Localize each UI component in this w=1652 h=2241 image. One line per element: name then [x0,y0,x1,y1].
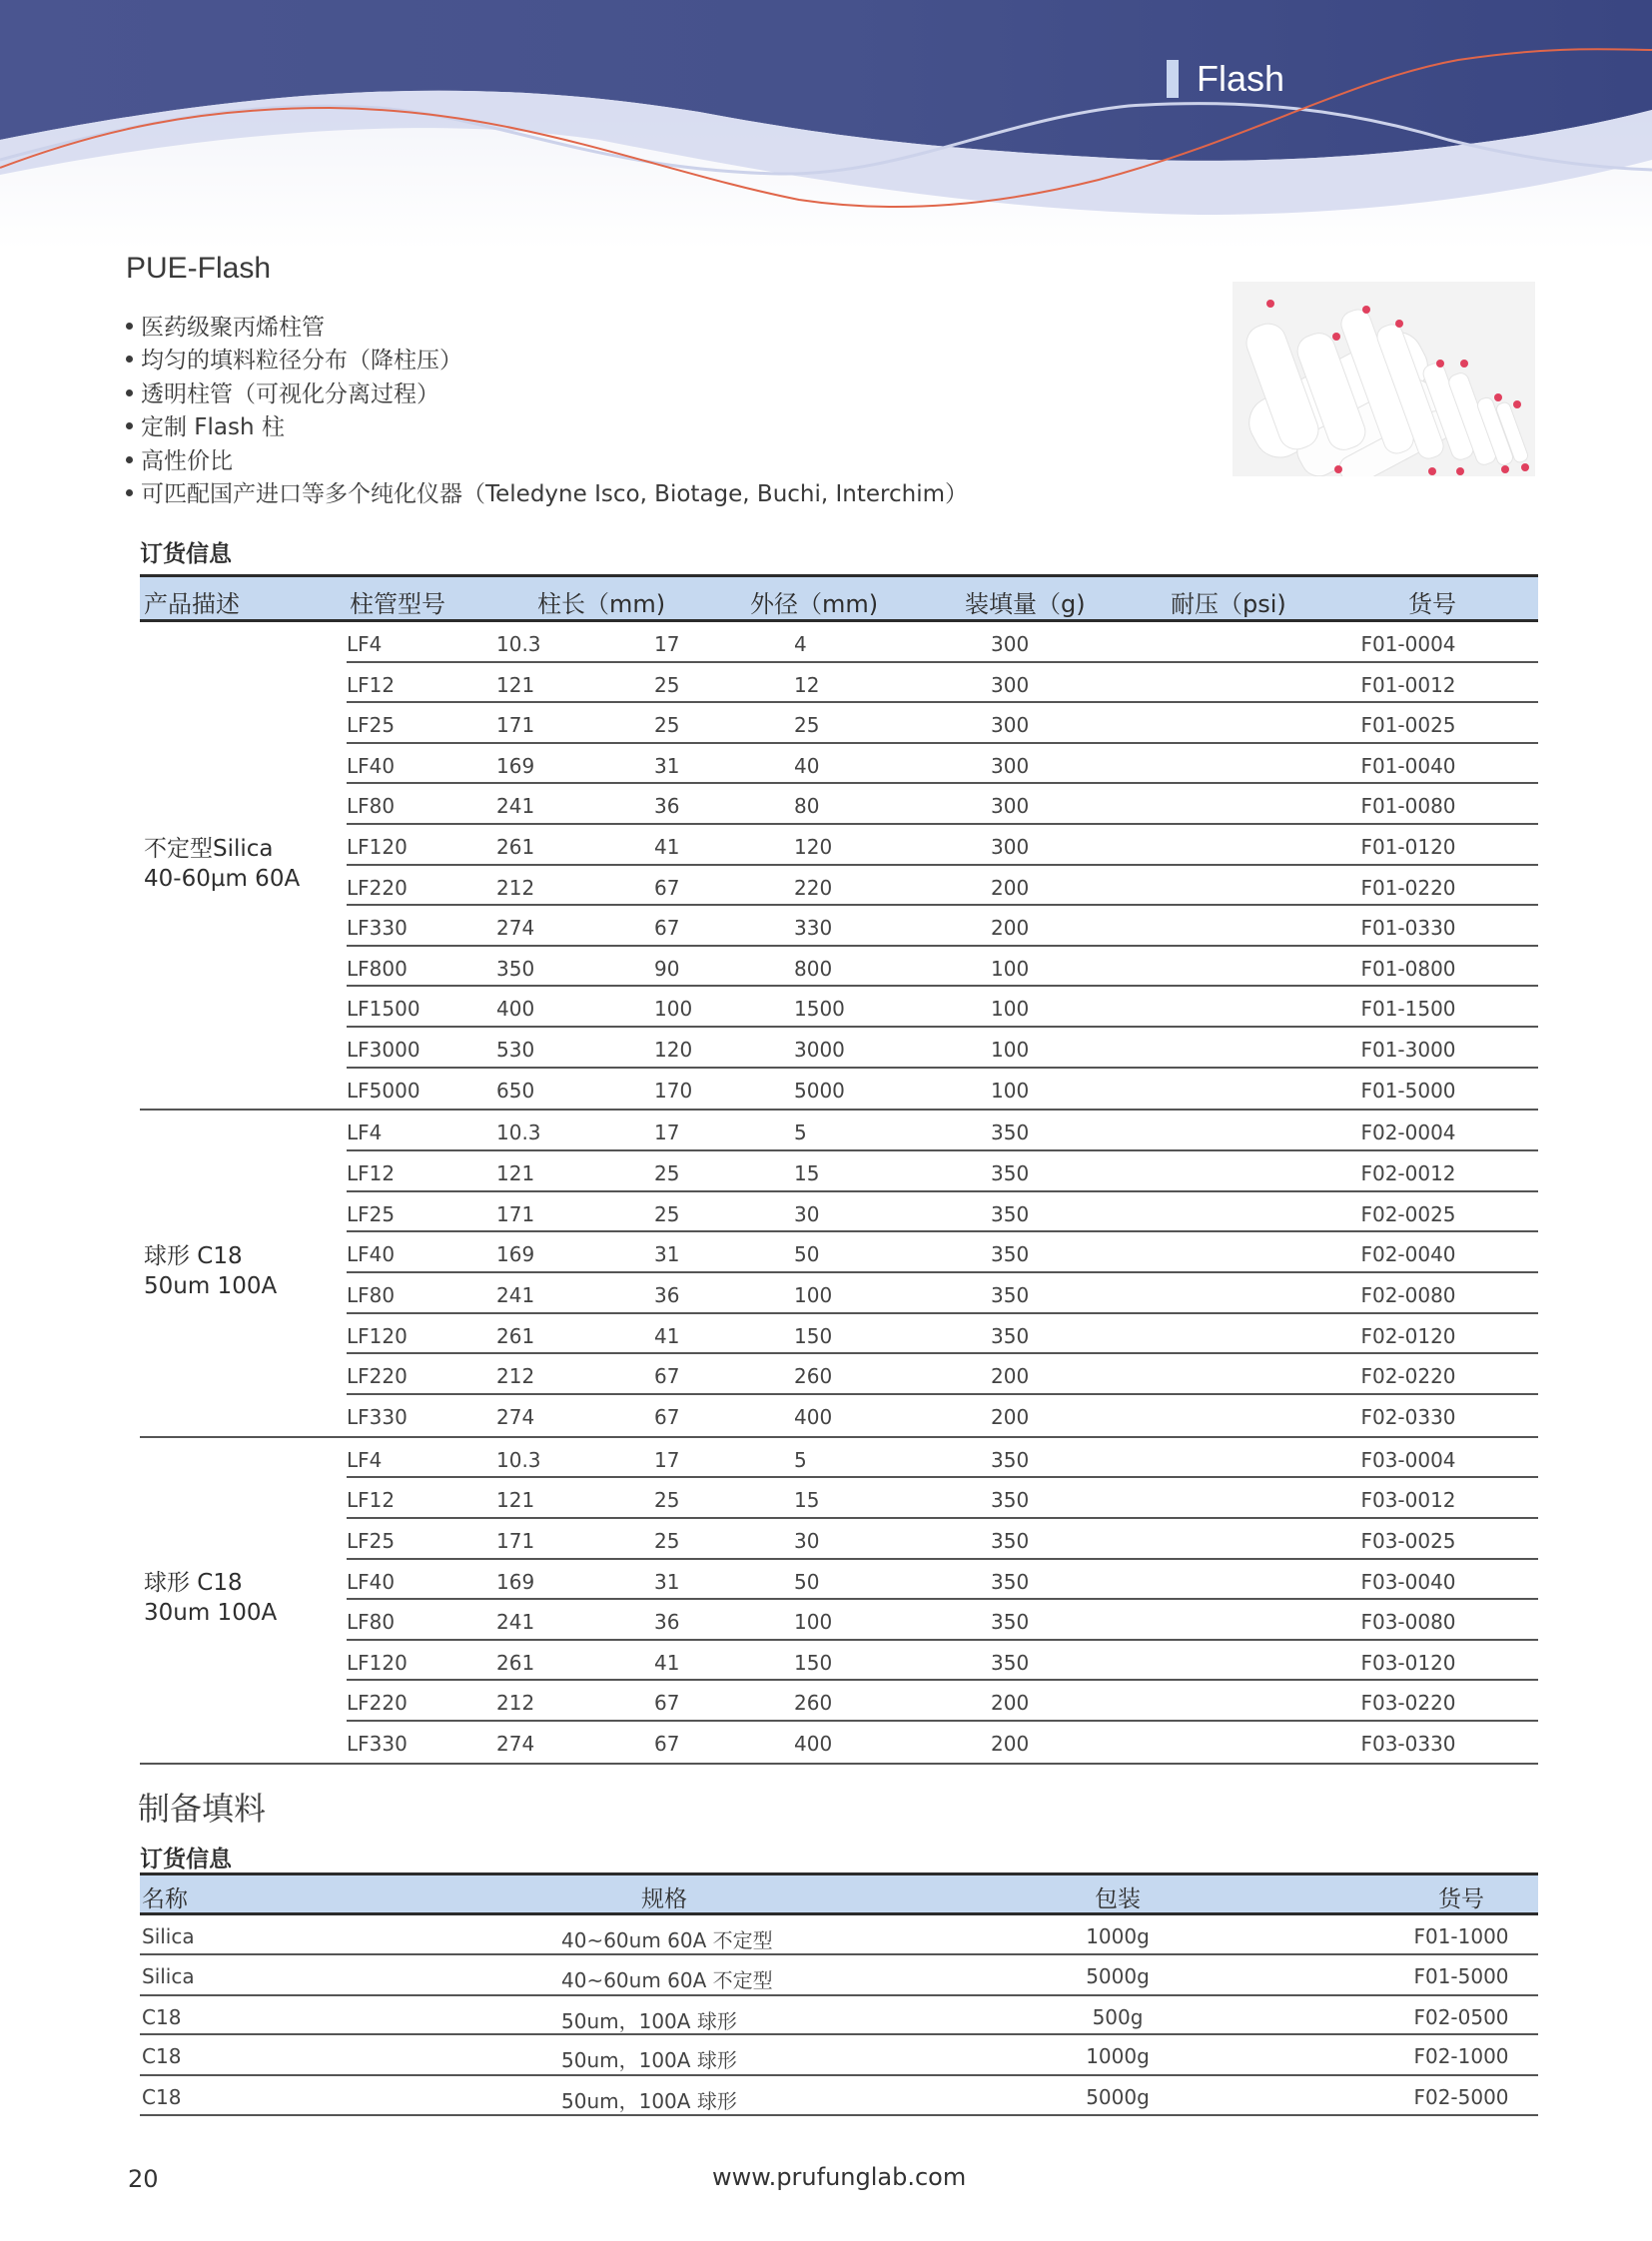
table-cell: 300 [991,794,1030,819]
header-cell: 耐压（psi) [1171,590,1286,618]
table-cell: C18 [142,2004,182,2029]
table-row [140,1915,1538,1955]
table-cell: LF220 [347,875,408,900]
table-cell: 200 [991,1731,1030,1756]
table-row [347,1354,1538,1395]
table-cell: 261 [496,1650,535,1675]
table-cell: 121 [496,672,535,697]
table-cell: 212 [496,1364,535,1389]
table-cell: F01-3000 [1360,1037,1456,1062]
table-cell: 31 [654,753,680,778]
table-cell: LF80 [347,794,396,819]
table-row [347,1560,1538,1601]
table-cell: 200 [991,1691,1030,1716]
table-row [347,1069,1538,1108]
table-body [140,622,1538,1765]
table-row [347,663,1538,704]
table-cell: F02-0120 [1360,1323,1456,1348]
bullet-icon [126,422,133,429]
table-cell: 350 [991,1447,1030,1472]
table-row [347,1681,1538,1722]
table-cell: 150 [794,1650,833,1675]
table-cell: 36 [654,794,680,819]
table-cell: 41 [654,834,680,859]
table-cell: LF40 [347,1569,396,1594]
group-label-line: 30um 100A [144,1600,278,1627]
table-cell: LF80 [347,1282,396,1307]
table-cell: 50um，100A 球形 [561,2008,737,2033]
table-cell: 200 [991,1364,1030,1389]
group-label [144,834,300,894]
group-label-line: 球形 C18 [144,1242,243,1269]
table-cell: F01-5000 [1413,1964,1509,1989]
table-cell: 100 [991,997,1030,1022]
table-cell: LF40 [347,1242,396,1267]
feature-item: 高性价比 [126,445,968,478]
table-cell: LF12 [347,1160,396,1185]
table-cell: 10.3 [496,632,541,656]
table-cell: 67 [654,1691,680,1716]
table-row [347,1519,1538,1560]
table-cell: 100 [654,997,693,1022]
table-cell: F02-0004 [1360,1120,1456,1145]
table-cell: 300 [991,713,1030,738]
section-tag-bar [1167,60,1179,98]
table-cell: 100 [794,1610,833,1635]
table-cell: F01-0040 [1360,753,1456,778]
table-cell: LF25 [347,1528,396,1553]
table-cell: LF4 [347,1120,383,1145]
table-row [347,1028,1538,1069]
table-cell: LF3000 [347,1037,420,1062]
table-cell: 5000g [1086,2084,1150,2109]
table-cell: 300 [991,834,1030,859]
table-cell: LF4 [347,1447,383,1472]
table-cell: 12 [794,672,820,697]
table-row [140,2035,1538,2075]
table-cell: 30 [794,1201,820,1226]
flash-columns-image [1233,282,1535,476]
table-cell: 80 [794,794,820,819]
group-label-line: 不定型Silica [144,835,274,862]
table-cell: 300 [991,672,1030,697]
table-cell: F02-0080 [1360,1282,1456,1307]
table-cell: 121 [496,1488,535,1513]
table-cell: 17 [654,632,680,656]
table-row [347,1641,1538,1682]
table-row [347,906,1538,947]
table-cell: F01-5000 [1360,1078,1456,1103]
table-cell: 36 [654,1282,680,1307]
wave-banner-graphic [0,0,1652,250]
table-cell: 41 [654,1650,680,1675]
table-cell: 350 [496,956,535,981]
table-cell: 350 [991,1282,1030,1307]
table-cell: F02-5000 [1413,2084,1509,2109]
table-cell: F03-0025 [1360,1528,1456,1553]
table-cell: 25 [654,713,680,738]
table-cell: 200 [991,875,1030,900]
header-cell: 包装 [1095,1886,1141,1912]
table-cell: 350 [991,1610,1030,1635]
table-cell: 169 [496,1242,535,1267]
table-cell: 171 [496,1201,535,1226]
table-cell: 350 [991,1201,1030,1226]
group-label-line: 40-60µm 60A [144,865,301,892]
table-cell: 300 [991,753,1030,778]
table-cell: 15 [794,1488,820,1513]
feature-item: 均匀的填料粒径分布（降柱压） [126,345,968,377]
table-cell: 67 [654,1405,680,1429]
table-cell: 100 [991,1037,1030,1062]
table-cell: 350 [991,1569,1030,1594]
table-row [347,744,1538,785]
group-label [144,1568,277,1628]
table-cell: F03-0120 [1360,1650,1456,1675]
table-cell: 650 [496,1078,535,1103]
packing-order-info-heading: 订货信息 [140,1847,232,1872]
table-cell: Silica [142,1964,195,1989]
table-cell: 67 [654,1364,680,1389]
table-cell: 274 [496,1405,535,1429]
section-tag [1167,58,1284,100]
table-cell: 400 [496,997,535,1022]
table-cell: 530 [496,1037,535,1062]
table-cell: 36 [654,1610,680,1635]
table-cell: C18 [142,2084,182,2109]
table-cell: 100 [991,1078,1030,1103]
table-cell: 350 [991,1488,1030,1513]
table-cell: 800 [794,956,833,981]
flash-columns-table [140,574,1538,1765]
table-row [347,825,1538,866]
table-cell: LF25 [347,1201,396,1226]
table-cell: 25 [794,713,820,738]
table-cell: 220 [794,875,833,900]
table-cell: F02-1000 [1413,2044,1509,2069]
table-cell: 5 [794,1447,807,1472]
table-cell: 67 [654,916,680,941]
product-group [140,1438,1538,1765]
table-row [347,1478,1538,1519]
table-cell: 241 [496,1610,535,1635]
table-row [347,622,1538,663]
table-cell: F01-0012 [1360,672,1456,697]
table-cell: F03-0004 [1360,1447,1456,1472]
table-row [347,1314,1538,1355]
product-title: PUE-Flash [126,252,272,285]
table-row [347,784,1538,825]
table-cell: F01-0800 [1360,956,1456,981]
table-cell: F03-0012 [1360,1488,1456,1513]
table-cell: LF5000 [347,1078,420,1103]
table-row [347,1273,1538,1314]
table-cell: 25 [654,1488,680,1513]
section-title: Flash [1197,58,1285,99]
table-cell: 241 [496,1282,535,1307]
header-cell: 名称 [142,1886,188,1912]
table-cell: 5 [794,1120,807,1145]
feature-item: 医药级聚丙烯柱管 [126,312,968,345]
table-cell: LF800 [347,956,408,981]
table-cell: LF330 [347,1405,408,1429]
table-cell: 212 [496,875,535,900]
table-cell: LF120 [347,1323,408,1348]
table-row [347,1111,1538,1151]
table-cell: 40~60um 60A 不定型 [561,1968,773,1993]
table-cell: F01-1500 [1360,997,1456,1022]
table-row [140,1996,1538,2035]
table-cell: 90 [654,956,680,981]
table-cell: 350 [991,1528,1030,1553]
table-cell: 67 [654,875,680,900]
table-cell: LF120 [347,834,408,859]
table-cell: LF4 [347,632,383,656]
table-cell: 15 [794,1160,820,1185]
feature-item: 可匹配国产进口等多个纯化仪器（Teledyne Isco, Biotage, Buchi, Interchim） [126,478,968,511]
table-cell: 4 [794,632,807,656]
table-cell: 120 [654,1037,693,1062]
table-cell: 17 [654,1447,680,1472]
table-cell: 5000 [794,1078,845,1103]
header-cell: 装填量（g) [965,590,1086,618]
table-cell: 260 [794,1691,833,1716]
table-cell: F03-0220 [1360,1691,1456,1716]
table-cell: 350 [991,1242,1030,1267]
table-row [347,1600,1538,1641]
table-row [347,703,1538,744]
table-cell: 40~60um 60A 不定型 [561,1928,773,1952]
table-cell: LF40 [347,753,396,778]
table-body [140,1915,1538,2116]
group-label-line: 球形 C18 [144,1570,243,1597]
product-photo [1233,282,1535,476]
table-cell: 241 [496,794,535,819]
table-cell: 3000 [794,1037,845,1062]
table-cell: 400 [794,1405,833,1429]
feature-item: 透明柱管（可视化分离过程） [126,378,968,411]
bullet-icon [126,389,133,396]
table-cell: 300 [991,632,1030,656]
product-group [140,622,1538,1111]
table-row [347,1232,1538,1273]
table-cell: LF1500 [347,997,420,1022]
table-cell: F02-0040 [1360,1242,1456,1267]
table-cell: F03-0080 [1360,1610,1456,1635]
bullet-icon [126,456,133,463]
header-cell: 产品描述 [144,590,240,618]
table-cell: 100 [794,1282,833,1307]
table-cell: 100 [991,956,1030,981]
group-label-line: 50um 100A [144,1272,278,1299]
table-cell: 50um，100A 球形 [561,2048,737,2073]
table-row [140,2076,1538,2116]
table-cell: F02-0330 [1360,1405,1456,1429]
table-cell: 261 [496,1323,535,1348]
table-cell: 1000g [1086,1924,1150,1948]
table-cell: F01-0080 [1360,794,1456,819]
table-cell: 274 [496,916,535,941]
bullet-icon [126,489,133,496]
table-cell: 50 [794,1569,820,1594]
table-cell: 350 [991,1120,1030,1145]
table-cell: LF220 [347,1364,408,1389]
table-cell: 200 [991,916,1030,941]
table-cell: 50 [794,1242,820,1267]
table-cell: F03-0040 [1360,1569,1456,1594]
table-cell: 150 [794,1323,833,1348]
table-cell: 40 [794,753,820,778]
table-cell: 121 [496,1160,535,1185]
table-cell: 41 [654,1323,680,1348]
header-banner [0,0,1652,250]
header-cell: 外径（mm) [750,590,879,618]
table-cell: LF80 [347,1610,396,1635]
table-cell: 350 [991,1650,1030,1675]
table-cell: 400 [794,1731,833,1756]
table-cell: LF220 [347,1691,408,1716]
table-row [347,1151,1538,1192]
table-cell: 500g [1092,2004,1144,2029]
table-cell: 171 [496,1528,535,1553]
table-row [347,1722,1538,1761]
table-row [347,1438,1538,1479]
product-group [140,1111,1538,1438]
table-cell: F01-0120 [1360,834,1456,859]
feature-item: 定制 Flash 柱 [126,411,968,444]
table-cell: 25 [654,1528,680,1553]
table-cell: F01-0330 [1360,916,1456,941]
table-cell: F02-0012 [1360,1160,1456,1185]
table-row [140,1955,1538,1995]
table-cell: 25 [654,672,680,697]
table-cell: 10.3 [496,1120,541,1145]
table-header [140,574,1538,622]
table-cell: 25 [654,1160,680,1185]
table-cell: 261 [496,834,535,859]
table-cell: LF25 [347,713,396,738]
table-cell: F03-0330 [1360,1731,1456,1756]
table-cell: 169 [496,1569,535,1594]
table-cell: F02-0025 [1360,1201,1456,1226]
table-cell: F01-0004 [1360,632,1456,656]
table-cell: 5000g [1086,1964,1150,1989]
bullet-icon [126,356,133,363]
table-cell: C18 [142,2044,182,2069]
website-link[interactable]: www.prufunglab.com [712,2163,967,2191]
table-header [140,1872,1538,1915]
table-cell: F01-1000 [1413,1924,1509,1948]
group-label [144,1241,277,1301]
packing-table [140,1872,1538,2116]
table-row [347,866,1538,907]
table-cell: LF330 [347,916,408,941]
header-cell: 柱管型号 [350,590,445,618]
header-cell: 柱长（mm) [537,590,666,618]
table-cell: 31 [654,1569,680,1594]
header-cell: 货号 [1438,1886,1484,1912]
bullet-icon [126,323,133,330]
table-cell: 200 [991,1405,1030,1429]
table-cell: 350 [991,1160,1030,1185]
table-cell: 330 [794,916,833,941]
table-cell: 169 [496,753,535,778]
table-cell: LF120 [347,1650,408,1675]
table-cell: 350 [991,1323,1030,1348]
table-cell: Silica [142,1924,195,1948]
table-cell: 1000g [1086,2044,1150,2069]
table-cell: 120 [794,834,833,859]
table-cell: 212 [496,1691,535,1716]
table-cell: 171 [496,713,535,738]
table-row [347,987,1538,1028]
table-cell: 25 [654,1201,680,1226]
table-cell: 170 [654,1078,693,1103]
packing-title: 制备填料 [138,1790,267,1828]
table-cell: 274 [496,1731,535,1756]
table-cell: F02-0500 [1413,2004,1509,2029]
table-cell: 17 [654,1120,680,1145]
header-cell: 货号 [1408,590,1456,618]
table-cell: 67 [654,1731,680,1756]
header-cell: 规格 [641,1886,687,1912]
table-cell: 30 [794,1528,820,1553]
page-number: 20 [128,2165,159,2193]
table-cell: F02-0220 [1360,1364,1456,1389]
table-cell: 1500 [794,997,845,1022]
feature-list [126,312,968,511]
table-cell: LF12 [347,672,396,697]
table-cell: 10.3 [496,1447,541,1472]
table-row [347,947,1538,988]
table-cell: LF330 [347,1731,408,1756]
table-row [347,1192,1538,1233]
table-cell: F01-0025 [1360,713,1456,738]
table-cell: F01-0220 [1360,875,1456,900]
table-cell: LF12 [347,1488,396,1513]
table-cell: 31 [654,1242,680,1267]
order-info-heading: 订货信息 [140,541,232,567]
table-cell: 50um，100A 球形 [561,2088,737,2113]
table-cell: 260 [794,1364,833,1389]
table-row [347,1395,1538,1434]
